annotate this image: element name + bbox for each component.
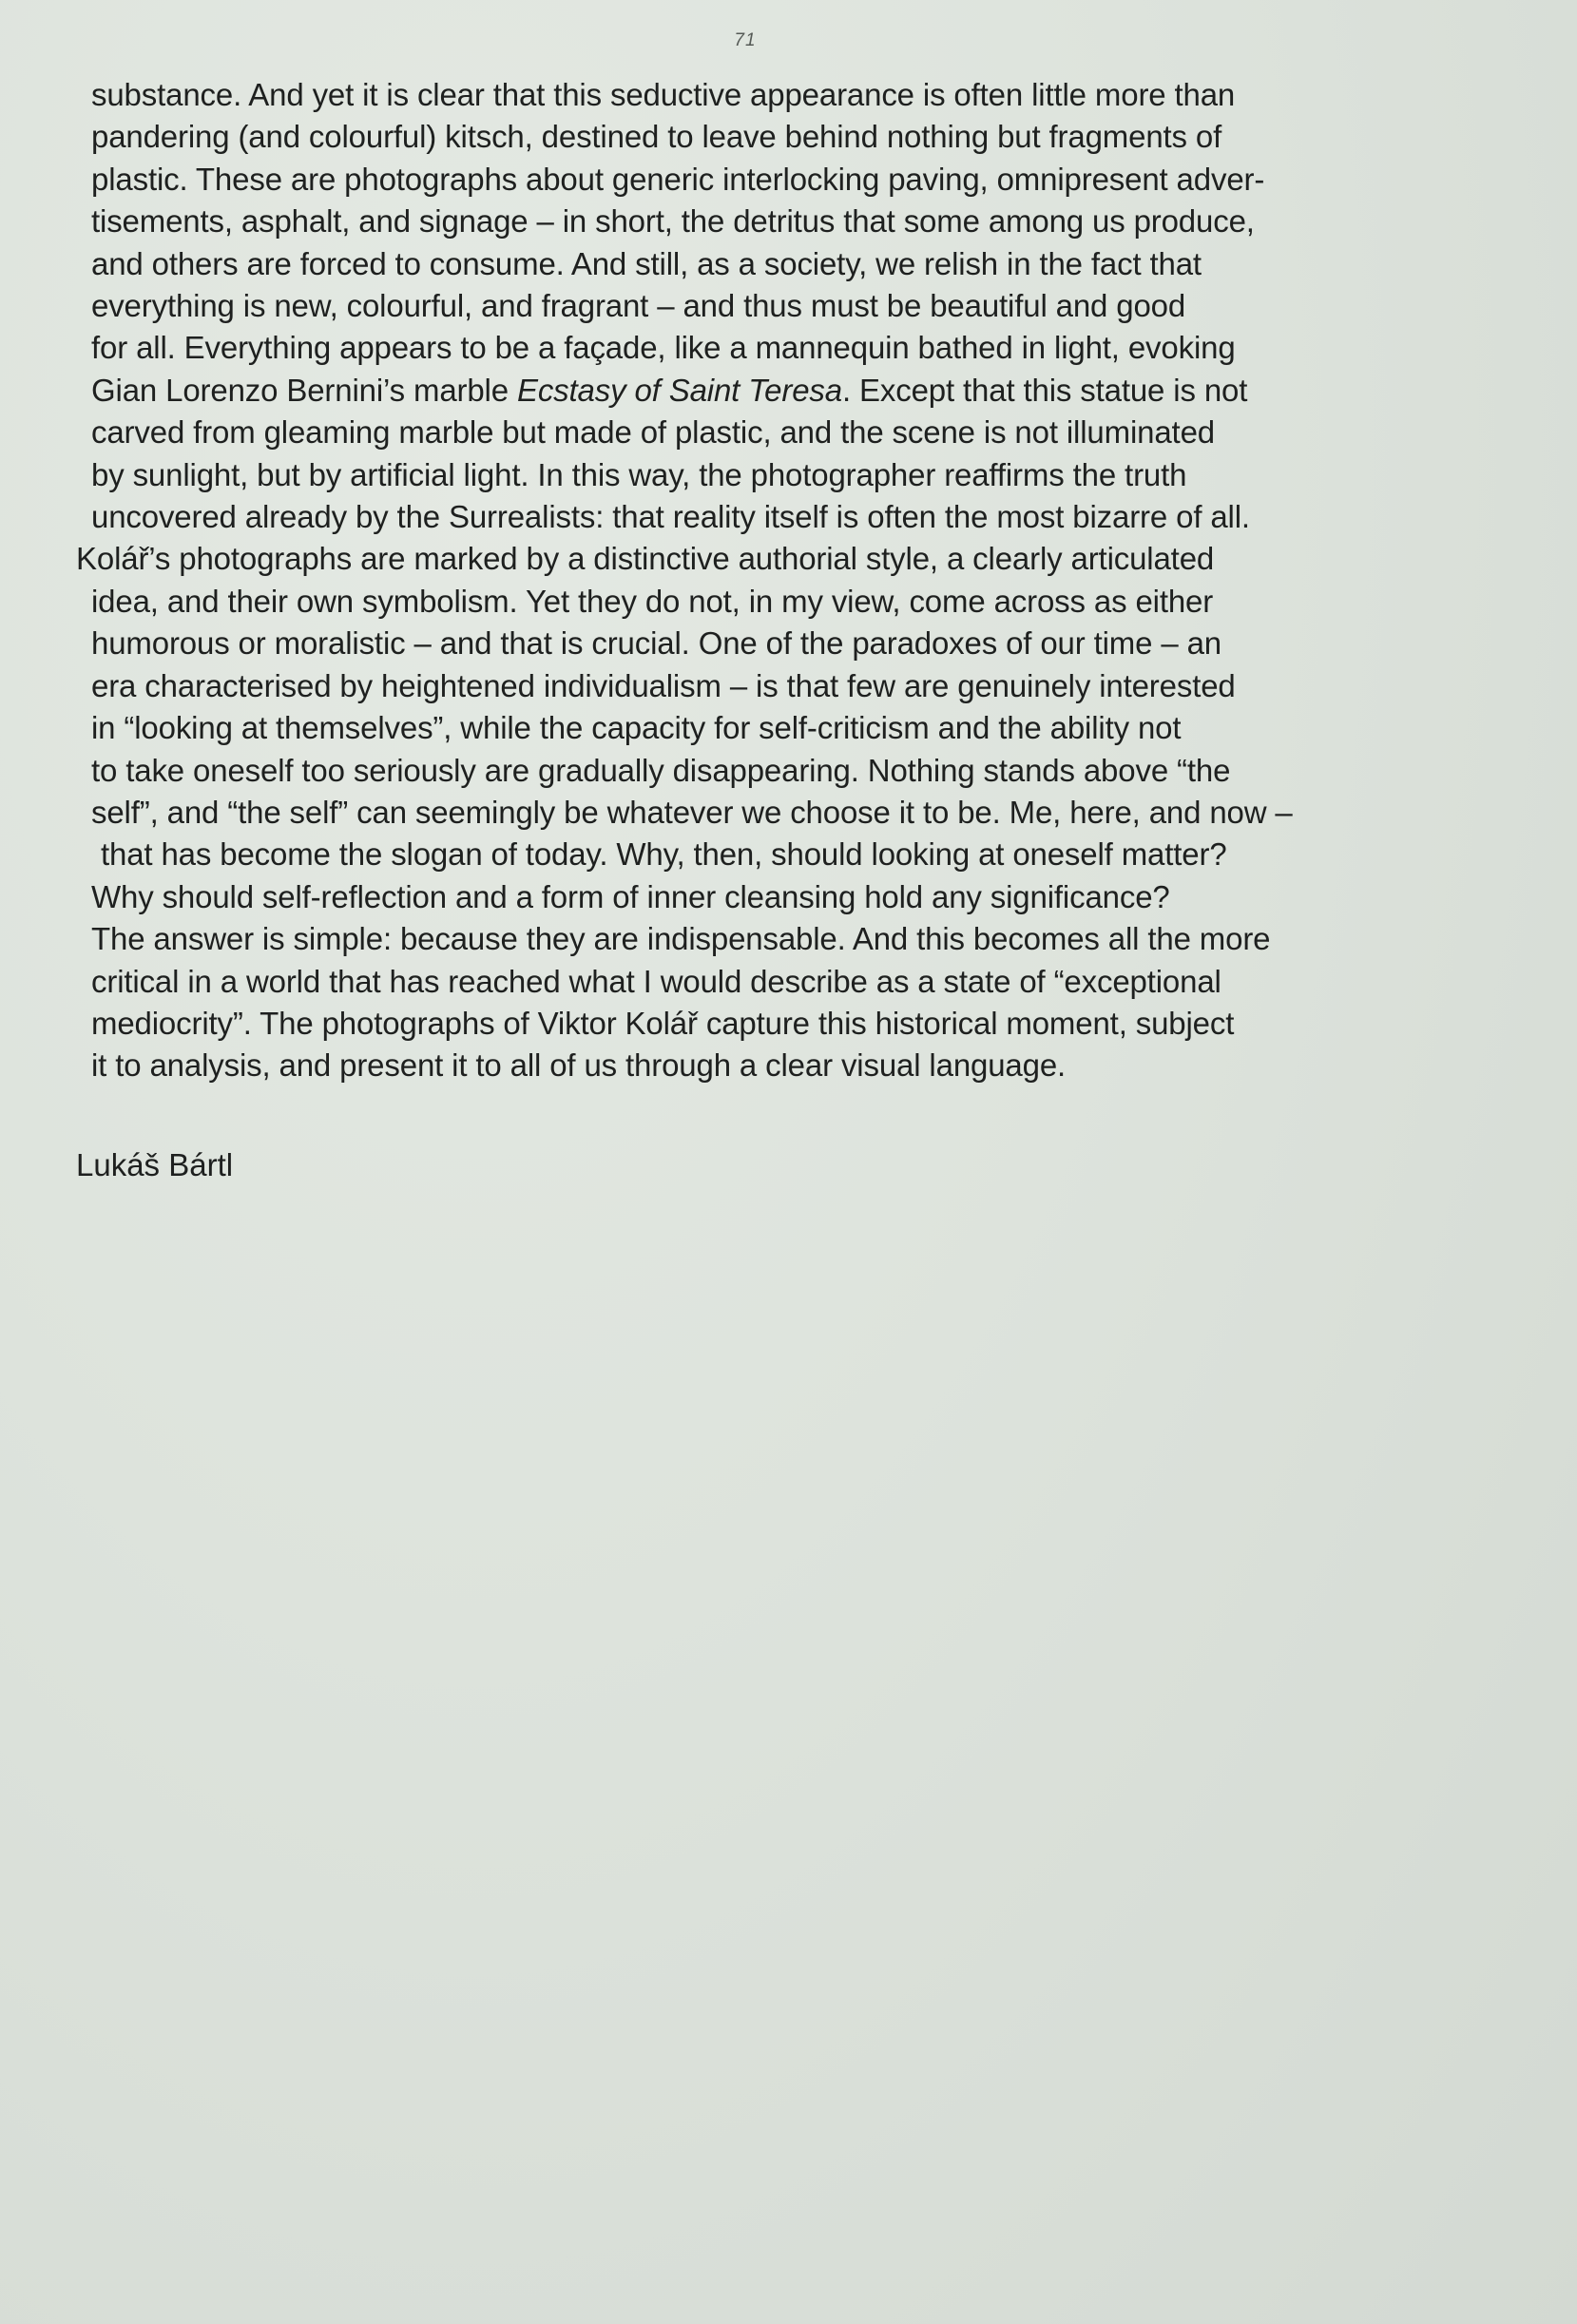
text-line: The answer is simple: because they are indispensable. And this becomes all the more: [91, 921, 1271, 957]
text-segment: . Except that this statue is not: [841, 372, 1248, 408]
text-line: carved from gleaming marble but made of plastic, and the scene is not illuminated: [91, 414, 1215, 451]
text-line: humorous or moralistic – and that is crucial. One of the paradoxes of our time – an: [91, 625, 1221, 662]
text-line: to take oneself too seriously are gradually disappearing. Nothing stands above “the: [91, 752, 1231, 788]
text-line: Why should self-reflection and a form of inner cleansing hold any significance?: [91, 878, 1170, 914]
text-line: critical in a world that has reached what I would describe as a state of “exceptional: [91, 963, 1221, 999]
text-line: mediocrity”. The photographs of Viktor Kolář capture this historical moment, subject: [91, 1005, 1235, 1041]
text-line: by sunlight, but by artificial light. In this way, the photographer reaffirms the truth: [91, 456, 1187, 492]
text-line: era characterised by heightened individualism – is that few are genuinely interested: [91, 667, 1236, 703]
text-segment: Gian Lorenzo Bernini’s marble: [91, 372, 517, 408]
author-signature: Lukáš Bártl: [76, 1147, 234, 1182]
text-line: self”, and “the self” can seemingly be whatever we choose it to be. Me, here, and now –: [91, 794, 1293, 830]
text-line: for all. Everything appears to be a façade, like a mannequin bathed in light, evoking: [91, 330, 1236, 366]
text-line: substance. And yet it is clear that this seductive appearance is often little more than: [91, 77, 1236, 112]
page-number: 71: [734, 30, 757, 50]
artwork-title: Ecstasy of Saint Teresa: [516, 372, 842, 408]
text-line: tisements, asphalt, and signage – in short, the detritus that some among us produce,: [91, 203, 1255, 240]
text-line: everything is new, colourful, and fragrant – and thus must be beautiful and good: [91, 288, 1186, 324]
text-line-with-title: [91, 370, 1422, 412]
text-line: and others are forced to consume. And still, as a society, we relish in the fact that: [91, 245, 1202, 281]
paragraph-start-line: Kolář’s photographs are marked by a distinctive authorial style, a clearly articulated: [76, 541, 1215, 577]
text-line: uncovered already by the Surrealists: that reality itself is often the most bizarre of all.: [91, 499, 1250, 535]
text-line: it to analysis, and present it to all of us through a clear visual language.: [91, 1047, 1067, 1084]
text-line: idea, and their own symbolism. Yet they do not, in my view, come across as either: [91, 583, 1214, 619]
essay-text: [76, 74, 1422, 1087]
text-line: pandering (and colourful) kitsch, destined to leave behind nothing but fragments of: [91, 119, 1222, 155]
text-line: that has become the slogan of today. Why, then, should looking at oneself matter?: [101, 836, 1227, 873]
text-line: plastic. These are photographs about generic interlocking paving, omnipresent adver-: [91, 161, 1265, 197]
text-line: in “looking at themselves”, while the capacity for self-criticism and the ability not: [91, 710, 1182, 746]
